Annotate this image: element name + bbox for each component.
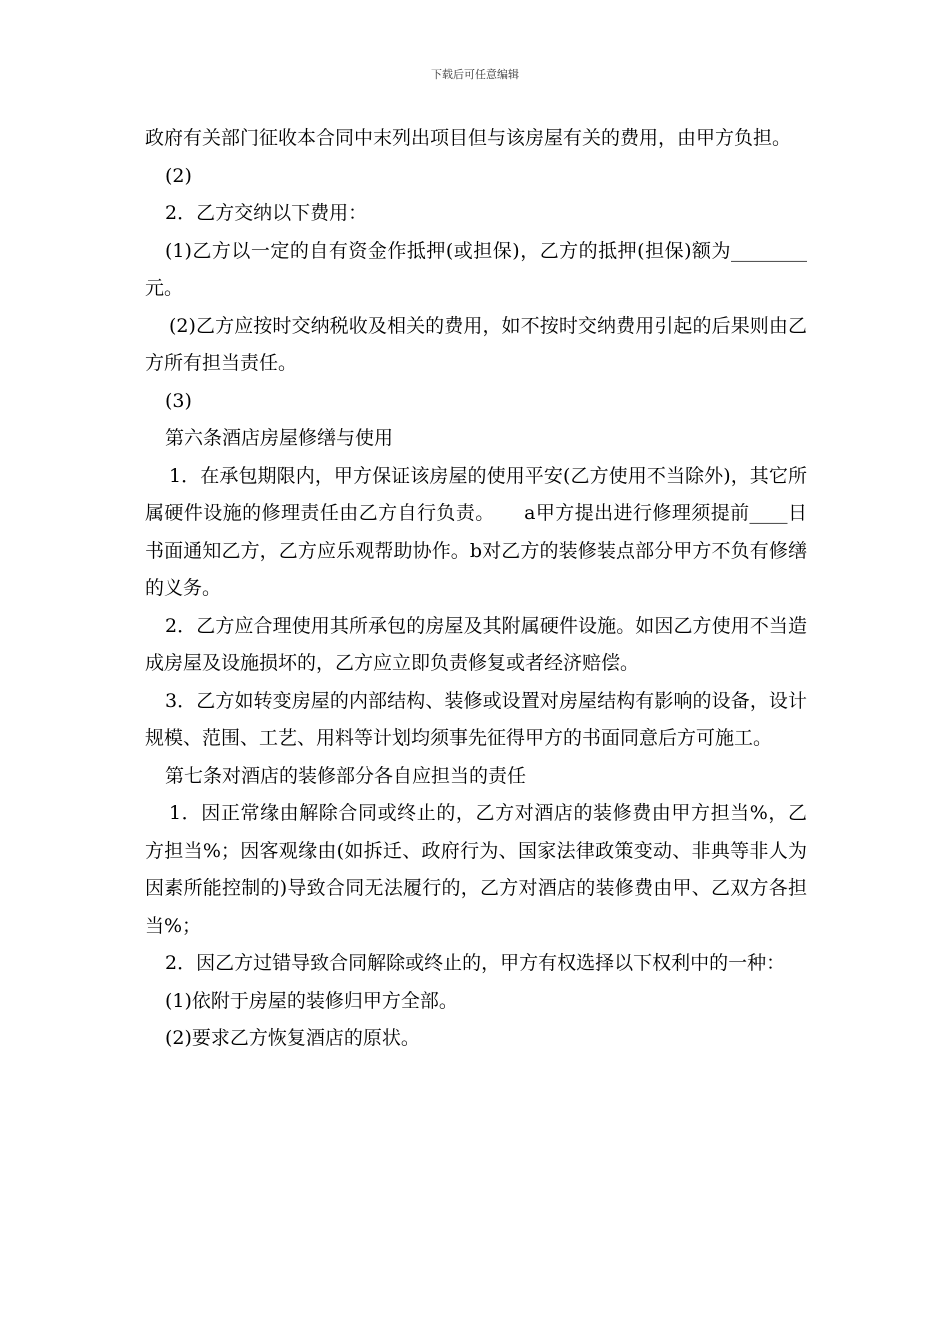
paragraph-option-1: (1)依附于房屋的装修归甲方全部。: [165, 989, 458, 1012]
article-6-heading: 第六条酒店房屋修缮与使用: [165, 427, 394, 449]
paragraph-fault-termination: 2．因乙方过错导致合同解除或终止的，甲方有权选择以下权利中的一种：: [165, 952, 786, 974]
paragraph-proper-use: 2．乙方应合理使用其所承包的房屋及其附属硬件设施。如因乙方使用不当造成房屋及设施损坏的，乙方应立即负责修复或者经济赔偿。: [145, 614, 807, 674]
paragraph-deposit: (1)乙方以一定的自有资金作抵押(或担保)，乙方的抵押(担保)额为________元。: [145, 239, 807, 299]
paragraph-party-b-fees: 2．乙方交纳以下费用：: [165, 202, 368, 224]
paragraph-fees-government: 政府有关部门征收本合同中末列出项目但与该房屋有关的费用，由甲方负担。: [145, 127, 792, 149]
paragraph-item-3-marker: (3): [165, 389, 192, 412]
paragraph-option-2: (2)要求乙方恢复酒店的原状。: [165, 1027, 420, 1049]
paragraph-decoration-cost: 1．因正常缘由解除合同或终止的，乙方对酒店的装修费由甲方担当%，乙方担当%；因客观缘由(如拆迁、政府行为、国家法律政策变动、非典等非人为因素所能控制的)导致合同无法履行的，乙方对酒店的装修费由甲、乙双方各担当%；: [145, 802, 807, 937]
paragraph-taxes: (2)乙方应按时交纳税收及相关的费用，如不按时交纳费用引起的后果则由乙方所有担当责任。: [145, 314, 807, 374]
paragraph-repair-responsibility: 1．在承包期限内，甲方保证该房屋的使用平安(乙方使用不当除外)，其它所属硬件设施的修理责任由乙方自行负责。 a甲方提出进行修理须提前____日书面通知乙方，乙方应乐观帮助协作。b对乙方的装修装点部分甲方不负有修缮的义务。: [145, 464, 807, 599]
page-header: 下载后可任意编辑: [431, 68, 519, 81]
article-7-heading: 第七条对酒店的装修部分各自应担当的责任: [165, 764, 527, 787]
paragraph-item-2-marker: (2): [165, 164, 192, 187]
document-body: [145, 120, 807, 1058]
paragraph-structure-change: 3．乙方如转变房屋的内部结构、装修或设置对房屋结构有影响的设备，设计规模、范围、工艺、用料等计划均须事先征得甲方的书面同意后方可施工。: [145, 689, 807, 749]
